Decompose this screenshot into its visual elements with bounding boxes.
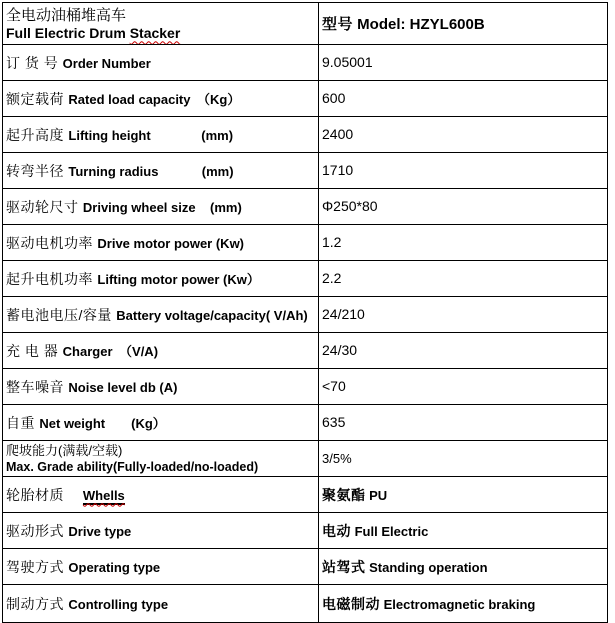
value-drive-motor-power xyxy=(319,225,608,261)
value-text: 2400 xyxy=(322,125,354,142)
value-zh: 电磁制动 xyxy=(322,595,380,612)
value-text: 600 xyxy=(322,89,346,106)
value-text: 1710 xyxy=(322,161,354,178)
label-zh: 起升电机功率 xyxy=(6,270,98,287)
spec-row-lifting-height xyxy=(3,117,608,153)
product-title-cell xyxy=(3,3,319,45)
spec-row-order-number xyxy=(3,45,608,81)
label-zh: 驱动形式 xyxy=(6,522,69,539)
value-text: 24/210 xyxy=(322,305,365,322)
label-turning-radius xyxy=(3,153,319,189)
value-en: Full Electric xyxy=(351,523,429,539)
value-text: Φ250*80 xyxy=(322,197,378,214)
value-operating-type xyxy=(319,549,608,585)
label-drive-type xyxy=(3,513,319,549)
label-zh: 额定载荷 xyxy=(6,90,69,107)
label-net-weight xyxy=(3,405,319,441)
label-en: Max. Grade ability(Fully-loaded/no-loaded) xyxy=(6,459,259,474)
value-order-number xyxy=(319,45,608,81)
spec-row-charger xyxy=(3,333,608,369)
model-cell xyxy=(319,3,608,45)
label-en: Operating type xyxy=(68,559,161,575)
spec-table xyxy=(2,2,608,623)
spec-row-lifting-motor-power xyxy=(3,261,608,297)
label-drive-motor-power xyxy=(3,225,319,261)
spec-row-operating-type xyxy=(3,549,608,585)
label-battery xyxy=(3,297,319,333)
label-zh: 爬坡能力(满载/空载) xyxy=(6,442,123,458)
label-en: Drive type xyxy=(68,523,132,539)
value-turning-radius xyxy=(319,153,608,189)
label-en: Lifting motor power (Kw） xyxy=(97,271,260,287)
model-value: Model: HZYL600B xyxy=(353,16,485,33)
value-wheel-material xyxy=(319,477,608,513)
label-en: Driving wheel size (mm) xyxy=(82,199,242,215)
label-zh: 自重 xyxy=(6,414,40,431)
label-zh: 轮胎材质 xyxy=(6,486,83,503)
value-text: 24/30 xyxy=(322,341,358,358)
spec-row-battery xyxy=(3,297,608,333)
label-zh: 整车噪音 xyxy=(6,378,69,395)
value-grade-ability xyxy=(319,441,608,477)
value-drive-type xyxy=(319,513,608,549)
label-zh: 驱动电机功率 xyxy=(6,234,98,251)
label-zh: 驾驶方式 xyxy=(6,558,69,575)
label-en: Drive motor power (Kw) xyxy=(97,235,245,251)
value-text: <70 xyxy=(322,377,346,394)
value-text: 1.2 xyxy=(322,233,342,250)
value-controlling-type xyxy=(319,585,608,623)
spec-row-title xyxy=(3,3,608,45)
value-en: Standing operation xyxy=(365,559,488,575)
label-zh: 订 货 号 xyxy=(6,54,63,71)
value-zh: 聚氨酯 xyxy=(322,486,366,503)
label-lifting-motor-power xyxy=(3,261,319,297)
label-en: Lifting height (mm) xyxy=(68,127,234,143)
spec-row-grade-ability xyxy=(3,441,608,477)
value-driving-wheel-size xyxy=(319,189,608,225)
label-lifting-height xyxy=(3,117,319,153)
label-en: Battery voltage/capacity( V/Ah) xyxy=(116,307,308,323)
value-en: PU xyxy=(365,487,388,503)
label-grade-ability xyxy=(3,441,319,477)
product-title-misspelled-word: Stacker xyxy=(129,24,181,41)
label-rated-load xyxy=(3,81,319,117)
value-text: 3/5% xyxy=(322,450,352,466)
label-en: Charger （V/A) xyxy=(62,343,159,359)
value-zh: 站驾式 xyxy=(322,558,366,575)
value-charger xyxy=(319,333,608,369)
label-en: Noise level db (A) xyxy=(68,379,178,395)
spec-sheet xyxy=(0,2,615,612)
label-operating-type xyxy=(3,549,319,585)
value-text: 635 xyxy=(322,413,346,430)
value-text: 9.05001 xyxy=(322,53,373,70)
spec-row-turning-radius xyxy=(3,153,608,189)
misspelled-word: Whells xyxy=(82,487,125,503)
label-zh: 制动方式 xyxy=(6,595,69,612)
product-title-zh: 全电动油桶堆高车 xyxy=(6,6,127,24)
product-title-en-prefix: Full Electric Drum xyxy=(6,24,130,41)
label-zh: 蓄电池电压/容量 xyxy=(6,306,117,323)
value-lifting-motor-power xyxy=(319,261,608,297)
value-noise-level xyxy=(319,369,608,405)
label-en: Order Number xyxy=(62,55,151,71)
spec-row-driving-wheel-size xyxy=(3,189,608,225)
label-en: Turning radius (mm) xyxy=(68,163,234,179)
label-controlling-type xyxy=(3,585,319,623)
spec-row-noise-level xyxy=(3,369,608,405)
product-title-en xyxy=(6,25,316,42)
label-wheel-material xyxy=(3,477,319,513)
value-zh: 电动 xyxy=(322,522,351,539)
spec-row-net-weight xyxy=(3,405,608,441)
value-net-weight xyxy=(319,405,608,441)
spec-row-rated-load xyxy=(3,81,608,117)
value-lifting-height xyxy=(319,117,608,153)
label-en: Controlling type xyxy=(68,596,169,612)
label-charger xyxy=(3,333,319,369)
label-driving-wheel-size xyxy=(3,189,319,225)
spec-row-drive-motor-power xyxy=(3,225,608,261)
value-rated-load xyxy=(319,81,608,117)
label-zh: 转弯半径 xyxy=(6,162,69,179)
value-battery xyxy=(319,297,608,333)
label-zh: 充 电 器 xyxy=(6,342,63,359)
spec-row-controlling-type xyxy=(3,585,608,623)
spec-row-wheel-material xyxy=(3,477,608,513)
label-en: Rated load capacity （Kg） xyxy=(68,91,241,107)
label-noise-level xyxy=(3,369,319,405)
label-en: Net weight (Kg） xyxy=(39,415,166,431)
label-zh: 起升高度 xyxy=(6,126,69,143)
value-en: Electromagnetic braking xyxy=(380,596,536,612)
label-zh: 驱动轮尺寸 xyxy=(6,198,83,215)
spec-row-drive-type xyxy=(3,513,608,549)
model-label-zh: 型号 xyxy=(322,16,354,33)
value-text: 2.2 xyxy=(322,269,342,286)
label-order-number xyxy=(3,45,319,81)
label-en-underlined xyxy=(83,488,125,505)
